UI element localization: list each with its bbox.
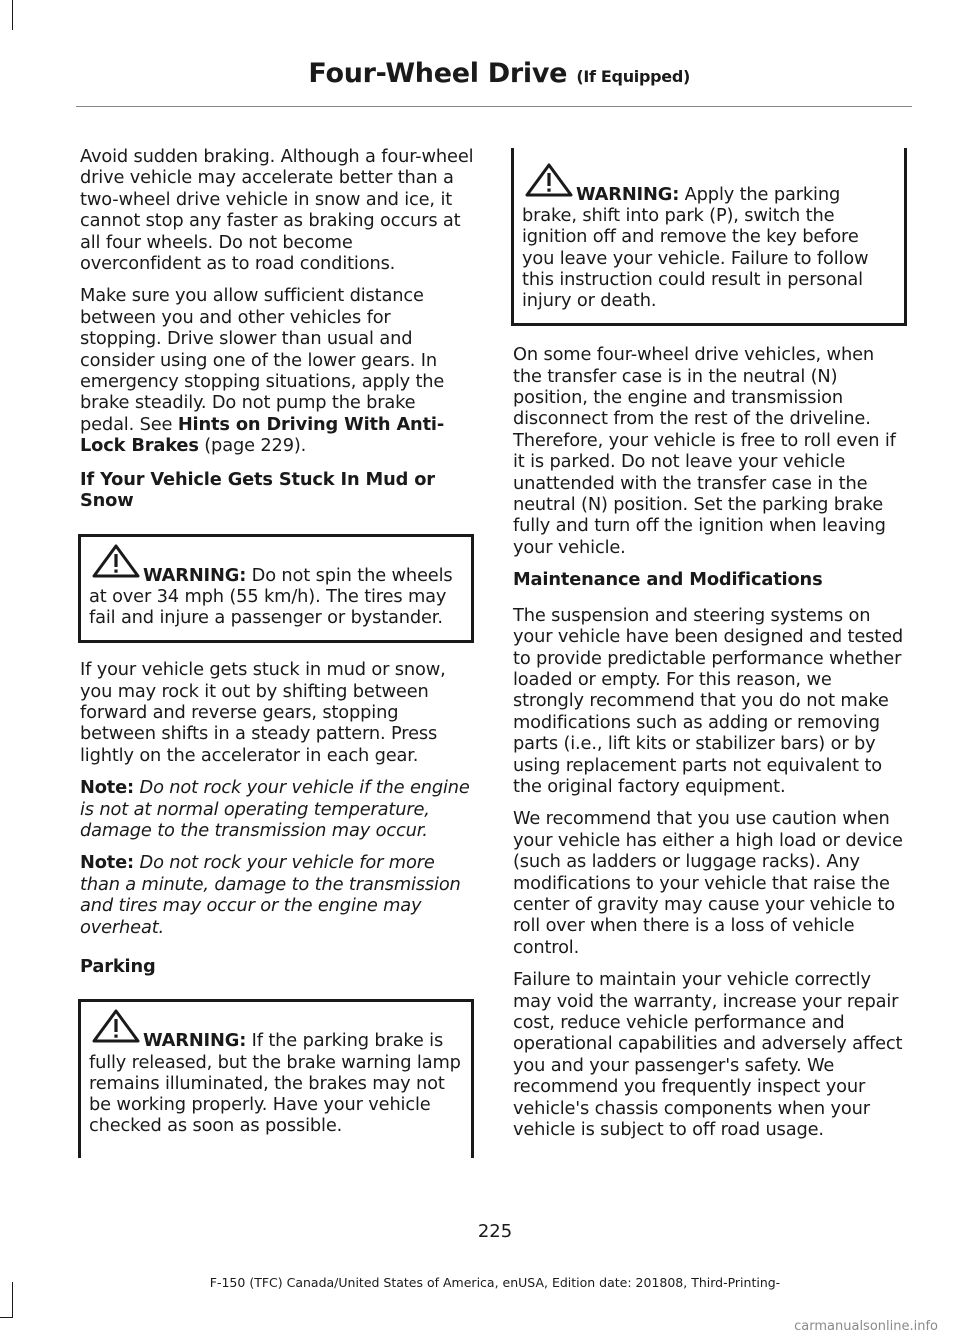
heading-maintenance: Maintenance and Modifications [513, 569, 823, 591]
note-text: Do not rock your vehicle if the engine is not at normal operating temperature, damage to the transmission may occur. [80, 777, 470, 841]
warning-text-spin [89, 565, 463, 629]
warning-triangle-icon [91, 543, 141, 579]
note-text: Do not rock your vehicle for more than a minute, damage to the transmission and tires may occur or the engine may overheat. [80, 852, 461, 938]
warning-box-spin-wheels [78, 534, 474, 644]
paragraph-maintain-vehicle: Failure to maintain your vehicle correctly may void the warranty, increase your repair cost, reduce vehicle performance and operational capabilities and adversely affect you and your passenger's safety. We recommend you frequently inspect your vehicle's chassis components when your vehicle is subject to off road usage. [513, 969, 903, 1141]
page-header [308, 58, 690, 89]
warning-triangle-icon [91, 1008, 141, 1044]
warning-body: Apply the parking brake, shift into park (P), switch the ignition off and remove the key before you leave your vehicle. Failure to follow this instruction could result in personal injury or death. [522, 184, 869, 312]
page-number: 225 [477, 1221, 513, 1242]
watermark: carmanualsonline.info [794, 1319, 938, 1334]
footer-edition: F-150 (TFC) Canada/United States of America, enUSA, Edition date: 201808, Third-Printing- [209, 1275, 781, 1290]
note-engine-temperature [80, 777, 474, 841]
right-column [513, 148, 907, 1151]
xref-page: (page 229). [198, 435, 307, 457]
warning-box-parking-brake [78, 999, 474, 1158]
warning-body: Do not spin the wheels at over 34 mph (55 km/h). The tires may fail and injure a passenger or bystander. [89, 564, 453, 628]
note-rock-duration [80, 852, 474, 938]
note-label: Note: [80, 777, 135, 799]
paragraph-caution-load: We recommend that you use caution when your vehicle has either a high load or device (such as ladders or luggage racks). Any modifications to your vehicle that raise the center of gravity may cause your vehicle to roll over when there is a loss of vehicle control. [513, 808, 903, 958]
warning-label: WARNING: [576, 184, 680, 205]
paragraph-transfer-case: On some four-wheel drive vehicles, when the transfer case is in the neutral (N) position, the engine and transmission disconnect from the rest of the driveline. Therefore, your vehicle is free to roll even if it is parked. Do not leave your vehicle unattended with the transfer case in the neutral (N) position. Set the parking brake fully and turn off the ignition when leaving your vehicle. [513, 344, 896, 558]
heading-stuck-in-mud: If Your Vehicle Gets Stuck In Mud or Snow [80, 468, 435, 512]
left-column [80, 146, 474, 1158]
paragraph-distance-text: Make sure you allow sufficient distance between you and other vehicles for stopping. Drive slower than usual and consider using one of the lower gears. In emergency stopping situations, apply the brake steadily. Do not pump the brake pedal. See [80, 285, 445, 435]
xref-antilock-brakes[interactable]: Hints on Driving With Anti-Lock Brakes [80, 413, 445, 457]
crop-mark-top-left [12, 0, 13, 30]
warning-text-leave-vehicle [522, 184, 896, 311]
warning-label: WARNING: [143, 1030, 247, 1052]
header-subtitle: (If Equipped) [576, 67, 690, 86]
warning-body: If the parking brake is fully released, but the brake warning lamp remains illuminated, the brakes may not be working properly. Have your vehicle checked as soon as possible. [89, 1030, 461, 1137]
warning-label: WARNING: [143, 564, 247, 586]
warning-text-parking-brake [89, 1030, 463, 1136]
paragraph-rock-out: If your vehicle gets stuck in mud or snow, you may rock it out by shifting between forward and reverse gears, stopping between shifts in a steady pattern. Press lightly on the accelerator in each gear. [80, 659, 446, 766]
heading-parking: Parking [80, 955, 156, 977]
note-label: Note: [80, 852, 135, 874]
crop-mark-bottom-left-h [0, 1317, 13, 1318]
warning-box-leave-vehicle [511, 148, 907, 326]
header-rule [76, 106, 912, 107]
paragraph-distance [80, 285, 474, 456]
warning-triangle-icon [524, 162, 574, 198]
paragraph-sudden-braking: Avoid sudden braking. Although a four-wheel drive vehicle may accelerate better than a two-wheel drive vehicle in snow and ice, it cannot stop any faster as braking occurs at all four wheels. Do not become overconfident as to road conditions. [80, 146, 474, 275]
paragraph-suspension: The suspension and steering systems on your vehicle have been designed and tested to provide predictable performance whether loaded or empty. For this reason, we strongly recommend that you do not make modifications such as adding or removing parts (i.e., lift kits or stabilizer bars) or by using replacement parts not equivalent to the original factory equipment. [513, 604, 904, 797]
header-title: Four-Wheel Drive [308, 58, 568, 89]
